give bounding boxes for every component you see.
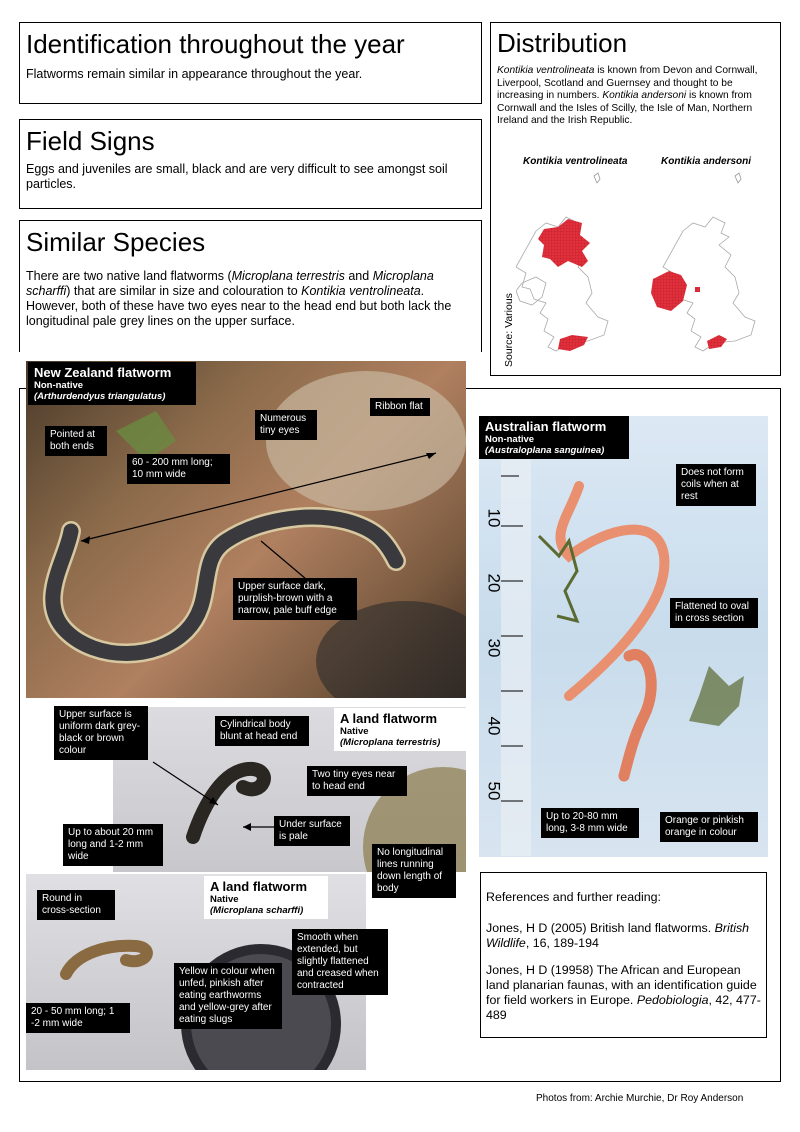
australian-flatworm-status: Non-native <box>485 434 535 445</box>
references-title: References and further reading: <box>486 890 661 904</box>
distribution-text <box>497 65 774 128</box>
terrestris-latin: (Microplana terrestris) <box>340 737 441 748</box>
nz-flatworm-latin: (Arthurdendyus triangulatus) <box>34 391 166 402</box>
reference-1 <box>486 921 761 951</box>
map2-label: Kontikia andersoni <box>661 156 752 167</box>
aus-label-coils: Does not form coils when at rest <box>676 464 756 506</box>
australian-flatworm-latin: (Australoplana sanguinea) <box>485 445 605 456</box>
similar-species-text <box>26 269 475 329</box>
source-label: Source: Various <box>503 293 515 367</box>
ruler-number: 50 <box>484 781 504 801</box>
aus-label-length: Up to 20-80 mm long, 3-8 mm wide <box>541 808 639 838</box>
text-part: and <box>344 269 373 283</box>
scharffi-label-yellow: Yellow in colour when unfed, pinkish after eating earthworms and yellow-grey after eating slugs <box>174 963 282 1029</box>
terrestris-title: A land flatworm <box>340 711 438 726</box>
reference-2 <box>486 963 761 1023</box>
scharffi-label-length: 20 - 50 mm long; 1 -2 mm wide <box>26 1003 130 1033</box>
species-name: Microplana scharffi <box>26 269 434 298</box>
ref-text: Jones, H D (19958) The African and European land planarian faunas, with an identification guide for field workers in Europe. <box>486 963 757 1007</box>
nz-label-upper: Upper surface dark, purplish-brown with a narrow, pale buff edge <box>233 578 357 620</box>
terrestris-label-body: Cylindrical body blunt at head end <box>215 716 309 746</box>
nz-flatworm-title: New Zealand flatworm <box>34 365 172 380</box>
ref-journal: British Wildlife <box>486 921 750 950</box>
nz-label-pointed: Pointed at both ends <box>45 426 107 456</box>
field-signs-text: Eggs and juveniles are small, black and are very difficult to see amongst soil particles. <box>26 162 448 191</box>
aus-label-oval: Flattened to oval in cross section <box>670 598 758 628</box>
ruler-number: 40 <box>484 716 504 736</box>
identification-text: Flatworms remain similar in appearance throughout the year. <box>26 67 363 81</box>
ruler-numbers <box>478 416 508 857</box>
text-part: ) that are similar in size and colouration to <box>66 284 302 298</box>
terrestris-status: Native <box>340 726 369 737</box>
similar-species-title: Similar Species <box>26 227 206 257</box>
australian-flatworm-title: Australian flatworm <box>485 419 607 434</box>
species-name: Kontikia andersoni <box>602 90 687 101</box>
distribution-text-part: is known from Cornwall and the Isles of Scilly, the Isle of Man, Northern Ireland and the Irish Republic. <box>497 90 753 126</box>
terrestris-label-upper: Upper surface is uniform dark grey-black or brown colour <box>54 706 148 760</box>
nz-label-ribbon: Ribbon flat <box>370 398 430 416</box>
text-part: . However, both of these have two eyes near to the head end but both lack the longitudinal pale grey lines on the upper surface. <box>26 284 452 328</box>
distribution-map-andersoni <box>649 171 779 361</box>
identification-title: Identification throughout the year <box>26 29 405 59</box>
similar-species-section <box>19 220 482 352</box>
australian-flatworm-tag <box>479 416 629 459</box>
terrestris-label-lines: No longitudinal lines running down length of body <box>372 844 456 898</box>
photo-credits: Photos from: Archie Murchie, Dr Roy Anderson <box>536 1093 744 1104</box>
species-name: Kontikia ventrolineata <box>497 65 595 76</box>
ruler-number: 30 <box>484 638 504 658</box>
species-name: Microplana terrestris <box>231 269 345 283</box>
field-signs-title: Field Signs <box>26 126 155 156</box>
field-signs-section <box>19 119 482 209</box>
nz-flatworm-status: Non-native <box>34 380 84 391</box>
map1-label: Kontikia ventrolineata <box>523 156 628 167</box>
species-name: Kontikia ventrolineata <box>301 284 421 298</box>
references-section <box>480 872 767 1038</box>
aus-label-colour: Orange or pinkish orange in colour <box>660 812 758 842</box>
ref-journal: Pedobiologia <box>636 993 709 1007</box>
scharffi-latin: (Microplana scharffi) <box>210 905 304 916</box>
distribution-map-ventrolineata <box>516 171 646 361</box>
terrestris-label-length: Up to about 20 mm long and 1-2 mm wide <box>63 824 163 866</box>
text-part: There are two native land flatworms ( <box>26 269 232 283</box>
scharffi-title: A land flatworm <box>210 879 308 894</box>
scharffi-status: Native <box>210 894 239 905</box>
terrestris-tag <box>334 708 466 751</box>
distribution-text-part: is known from Devon and Cornwall, Liverpool, Scotland and Guernsey and thought to be increasing in numbers. <box>497 65 758 101</box>
scharffi-tag <box>204 876 328 919</box>
nz-flatworm-tag <box>28 362 196 405</box>
nz-label-length: 60 - 200 mm long; 10 mm wide <box>127 454 230 484</box>
scharffi-label-round: Round in cross-section <box>37 890 115 920</box>
ref-text: , 16, 189-194 <box>525 936 599 950</box>
ruler-number: 10 <box>484 508 504 528</box>
distribution-section <box>490 22 781 376</box>
ref-text: , 42, 477-489 <box>486 993 761 1022</box>
scharffi-label-smooth: Smooth when extended, but slightly flattened and creased when contracted <box>292 929 388 995</box>
terrestris-label-eyes: Two tiny eyes near to head end <box>307 766 407 796</box>
ruler-number: 20 <box>484 573 504 593</box>
identification-section <box>19 22 482 104</box>
distribution-title: Distribution <box>497 28 628 58</box>
terrestris-label-under: Under surface is pale <box>274 816 350 846</box>
ref-text: Jones, H D (2005) British land flatworms. <box>486 921 715 935</box>
nz-label-eyes: Numerous tiny eyes <box>255 410 317 440</box>
